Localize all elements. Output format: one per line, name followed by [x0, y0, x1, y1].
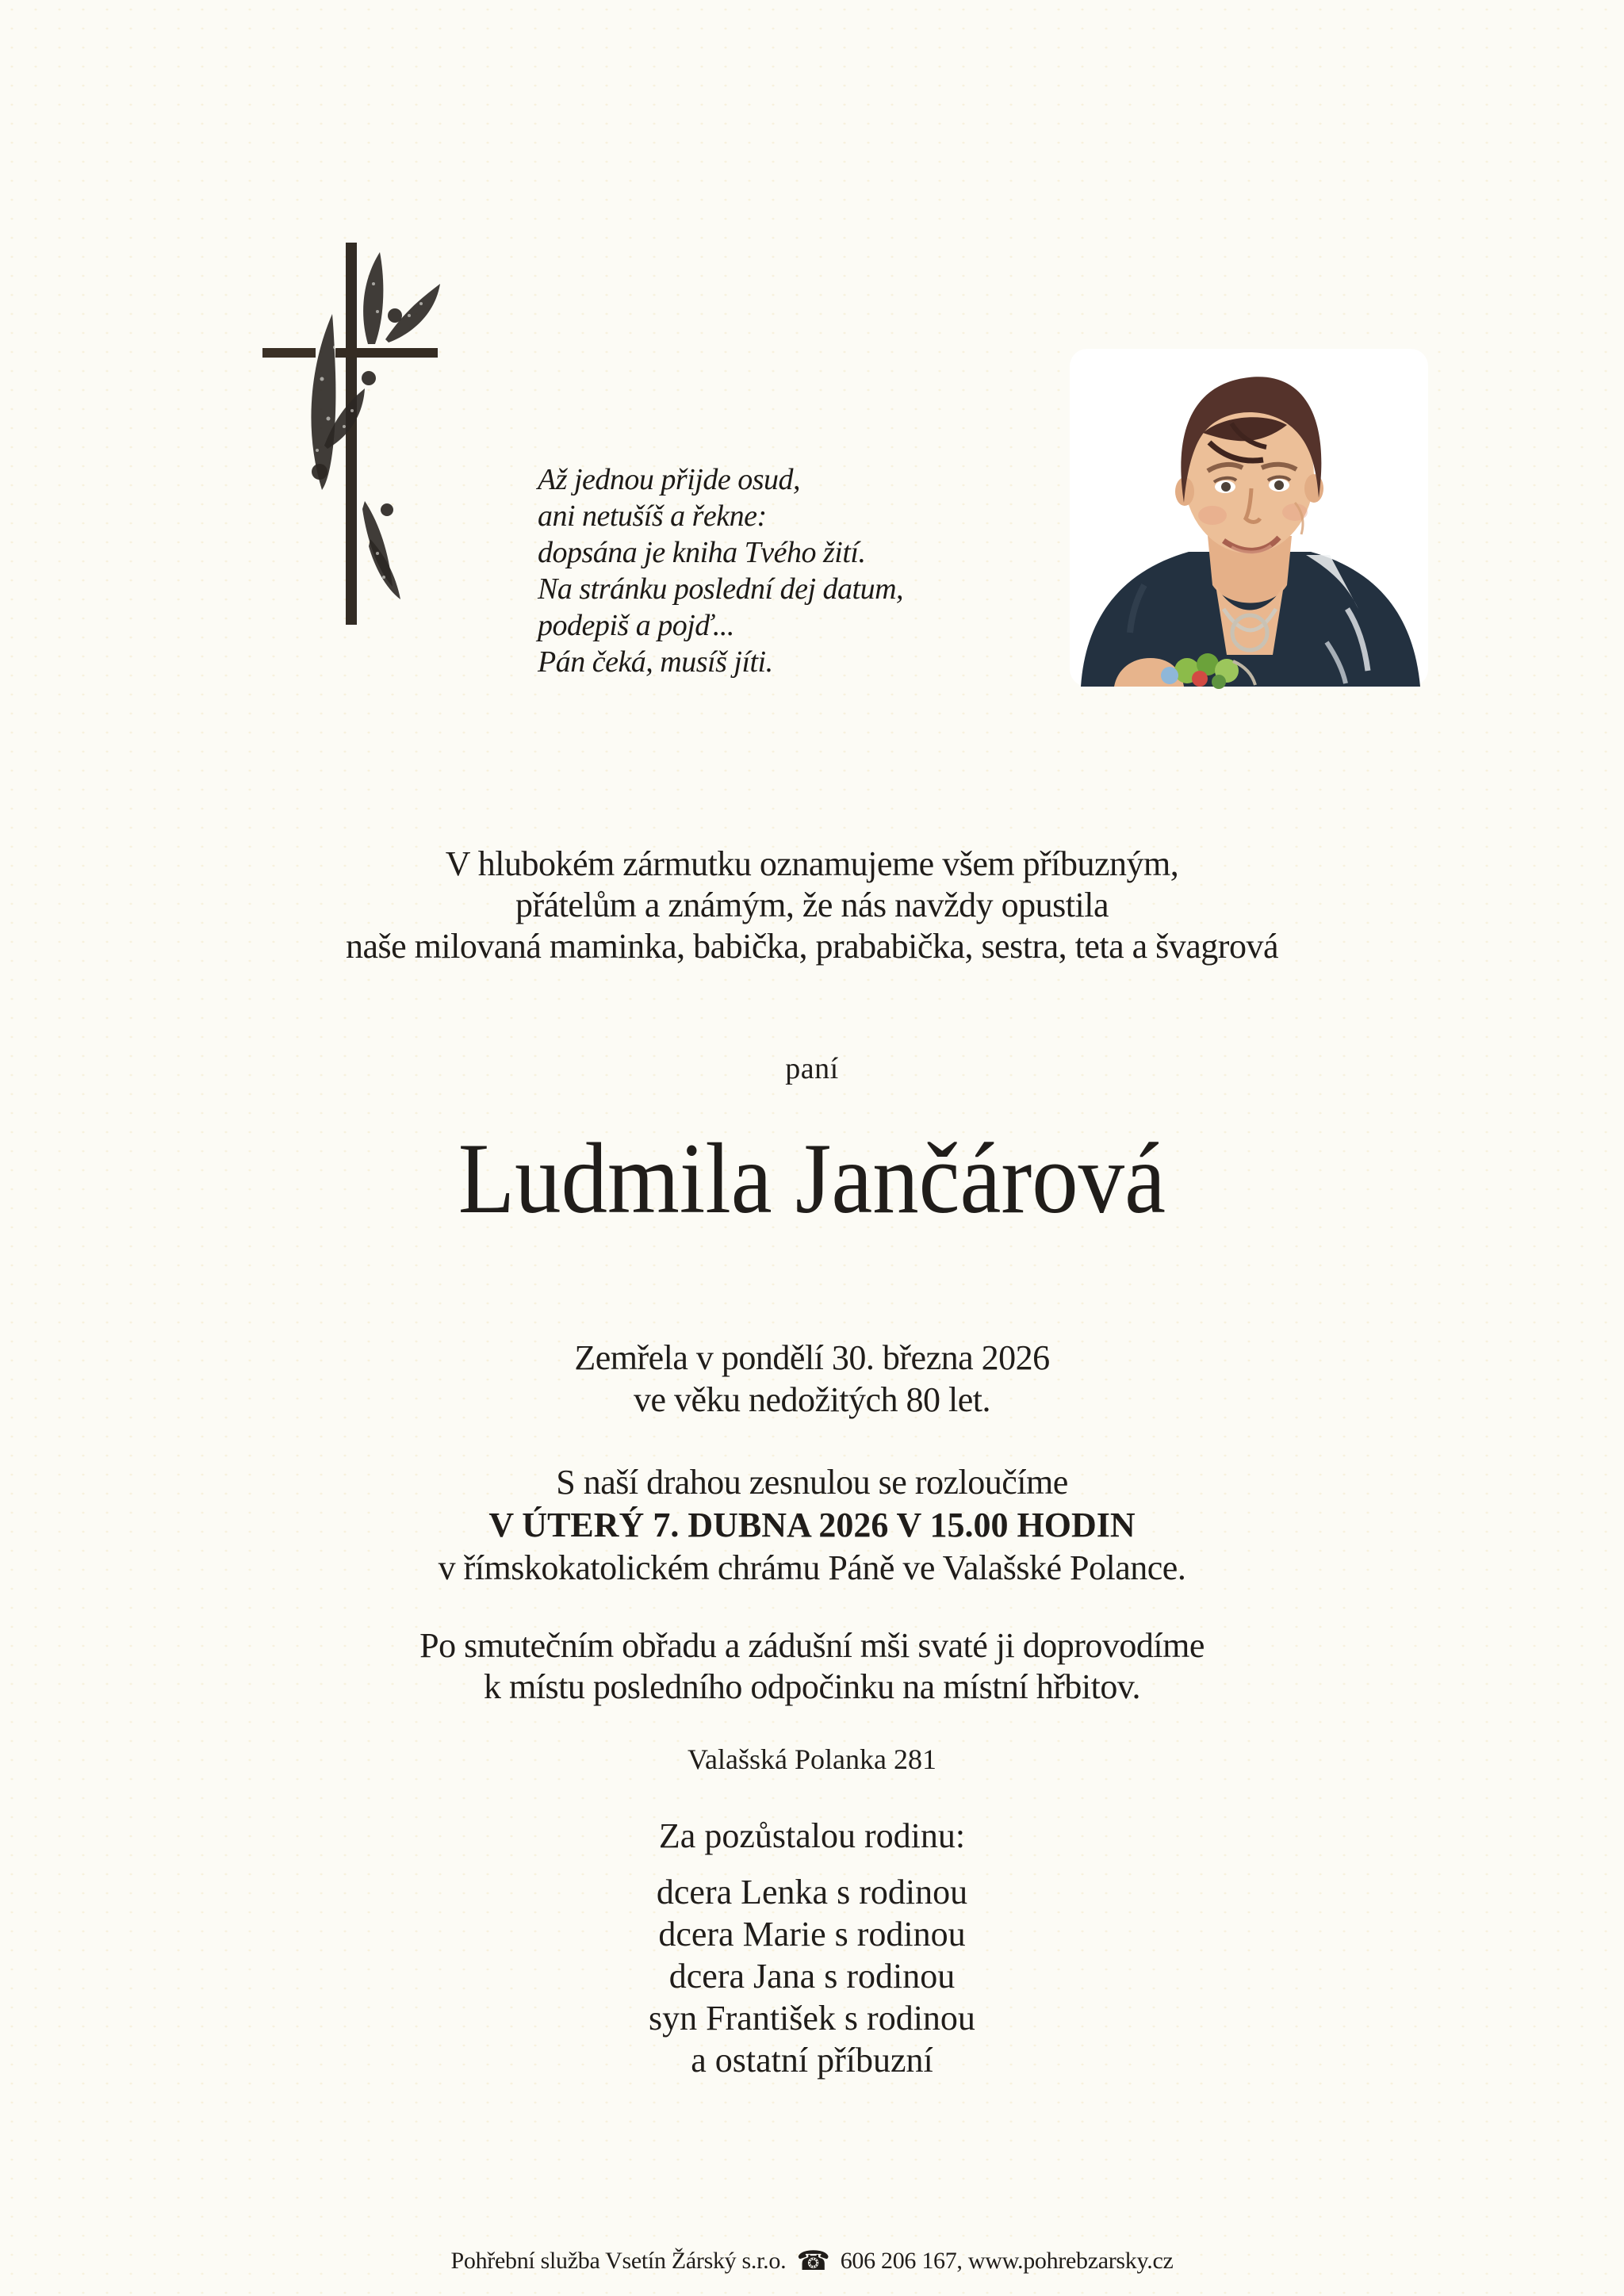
poem-line: Na stránku poslední dej datum, — [538, 572, 904, 606]
family-member: syn František s rodinou — [649, 1999, 975, 2038]
announcement — [0, 844, 1624, 967]
poem-line: Pán čeká, musíš jíti. — [538, 645, 773, 679]
poem — [538, 461, 1061, 680]
procession-info — [0, 1625, 1624, 1708]
website-url: www.pohrebzarsky.cz — [967, 2248, 1174, 2274]
portrait-photo — [1068, 347, 1431, 690]
footer — [0, 2245, 1624, 2277]
announcement-line: V hlubokém zármutku oznamujeme všem příbuzným, — [445, 844, 1179, 883]
family-member: dcera Jana s rodinou — [668, 1957, 956, 1996]
family-member: dcera Marie s rodinou — [658, 1915, 966, 1954]
deceased-name-text: Ludmila Jančárová — [458, 1123, 1166, 1234]
death-info — [0, 1337, 1624, 1421]
ceremony-datetime: V ÚTERÝ 7. DUBNA 2026 V 15.00 HODIN — [488, 1506, 1136, 1544]
family-member: dcera Lenka s rodinou — [656, 1873, 968, 1911]
farewell-line: v římskokatolickém chrámu Páně ve Valašské Polance. — [438, 1548, 1186, 1587]
death-line: ve věku nedožitých 80 let. — [633, 1380, 991, 1419]
poem-line: Až jednou přijde osud, — [538, 463, 800, 496]
salutation: paní — [785, 1052, 839, 1085]
family-list — [0, 1871, 1624, 2081]
phone-number: 606 206 167, — [840, 2248, 963, 2274]
address: Valašská Polanka 281 — [688, 1743, 936, 1775]
poem-line: dopsána je kniha Tvého žití. — [538, 536, 866, 569]
phone-icon: ☎ — [796, 2247, 830, 2276]
family-signoff-heading: Za pozůstalou rodinu: — [658, 1816, 966, 1855]
announcement-line: přátelům a známým, že nás navždy opustila — [515, 886, 1109, 924]
cross-with-leaves-icon — [259, 236, 449, 649]
deceased-name — [0, 1119, 1624, 1238]
poem-line: podepiš a pojď... — [538, 609, 734, 642]
procession-line: Po smutečním obřadu a zádušní mši svaté ji doprovodíme — [419, 1626, 1205, 1665]
farewell-info — [0, 1461, 1624, 1590]
procession-line: k místu posledního odpočinku na místní hřbitov. — [484, 1667, 1140, 1706]
poem-line: ani netušíš a řekne: — [538, 499, 767, 533]
announcement-line: naše milovaná maminka, babička, prababička, sestra, teta a švagrová — [345, 927, 1278, 966]
family-member: a ostatní příbuzní — [691, 2041, 933, 2080]
death-line: Zemřela v pondělí 30. března 2026 — [574, 1338, 1050, 1377]
farewell-line: S naší drahou zesnulou se rozloučíme — [556, 1463, 1068, 1502]
funeral-home-name: Pohřební služba Vsetín Žárský s.r.o. — [450, 2248, 787, 2274]
